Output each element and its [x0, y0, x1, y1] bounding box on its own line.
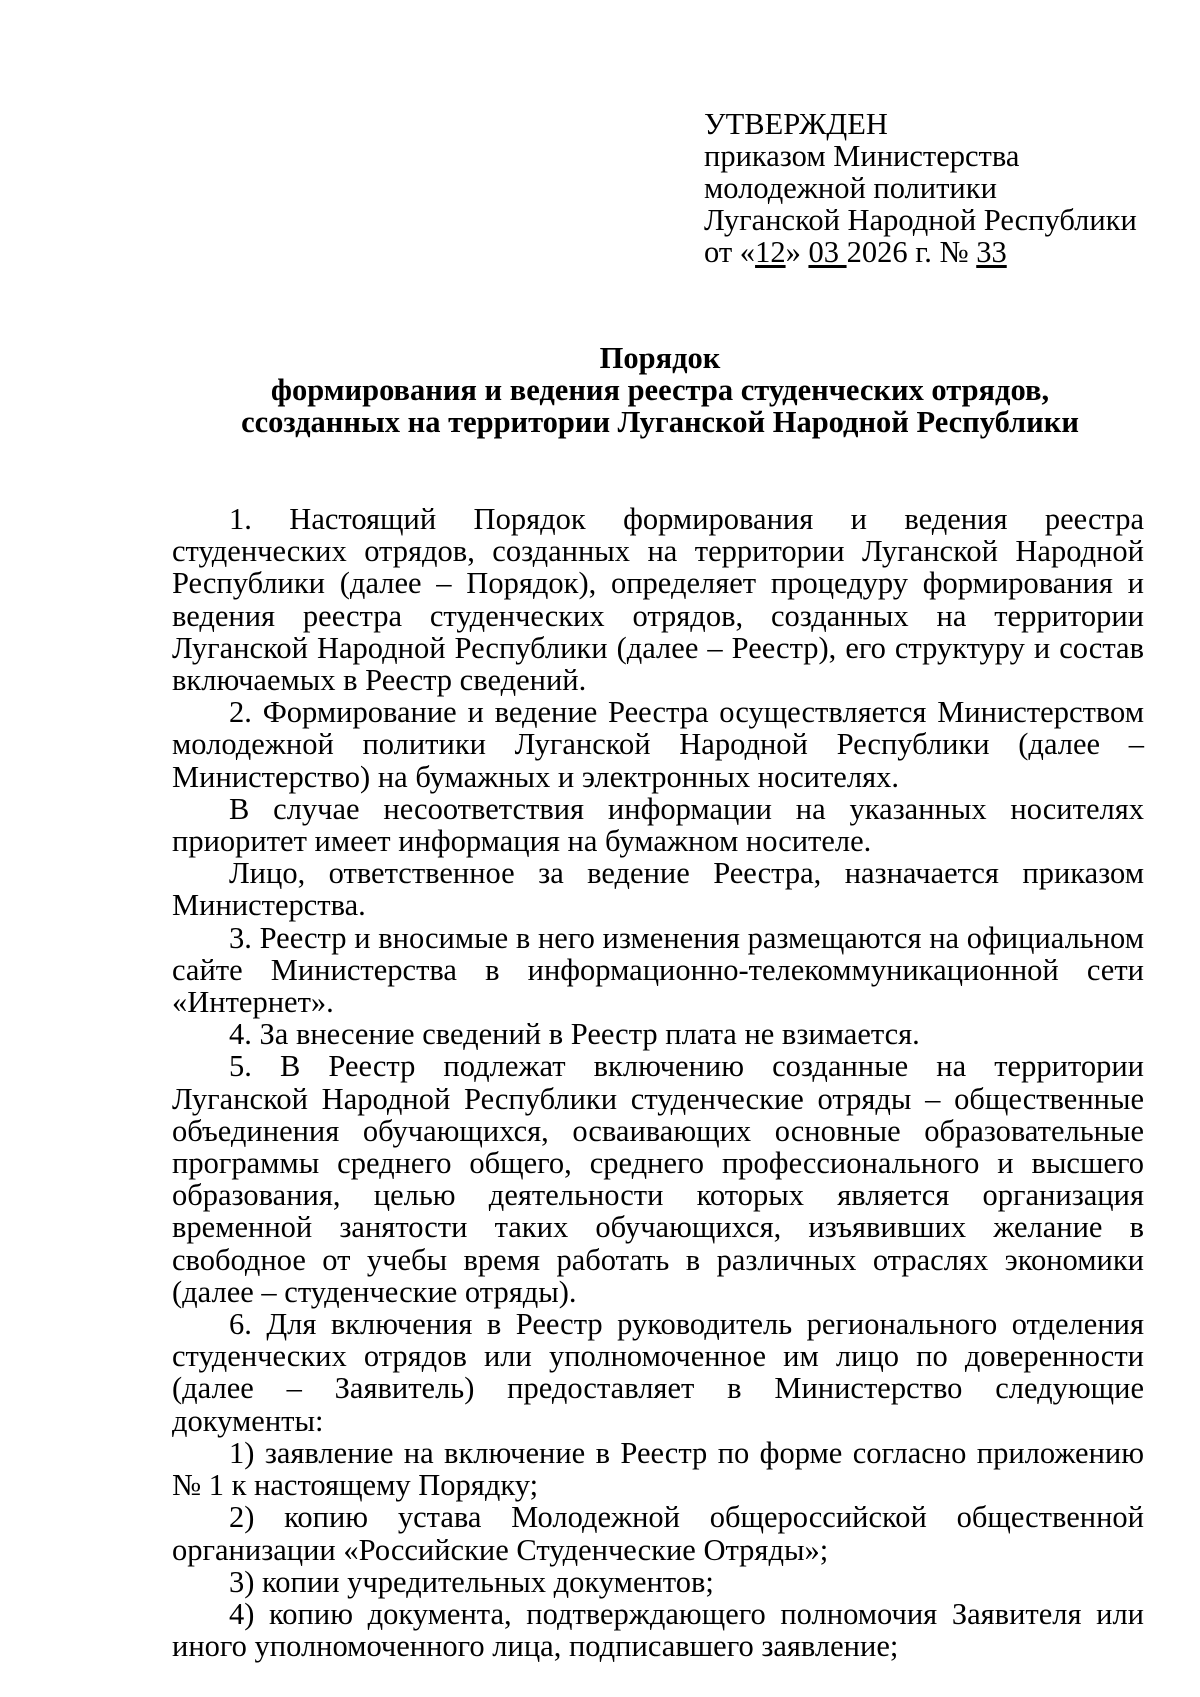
list-item: 3) копии учредительных документов;: [229, 1564, 714, 1599]
approval-date-line: [704, 236, 1174, 268]
paragraph: 3. Реестр и вносимые в него изменения размещаются на официальном сайте Министерства в информационно-телекоммуникационной сети «Интернет».: [172, 920, 1144, 1020]
date-year: 2026 г. №: [846, 235, 977, 269]
date-month: 03: [808, 235, 847, 269]
list-item: 4) копию документа, подтверждающего полномочия Заявителя или иного уполномоченного лица, подписавшего заявление;: [172, 1596, 1144, 1664]
approval-stamp: [704, 108, 1174, 268]
approval-republic-line: Луганской Народной Республики: [704, 203, 1137, 237]
date-day: 12: [755, 235, 786, 269]
paragraph: 1. Настоящий Порядок формирования и ведения реестра студенческих отрядов, созданных на территории Луганской Народной Республики (далее – Порядок), определяет процедуру формирования и ведения реестра студенческих отрядов, созданных на территории Луганской Народной Республики (далее – Реестр), его структуру и состав включаемых в Реестр сведений.: [172, 502, 1144, 698]
list-item: 2) копию устава Молодежной общероссийской общественной организации «Российские Студенческие Отряды»;: [172, 1500, 1144, 1567]
approval-heading: УТВЕРЖДЕН: [704, 107, 888, 141]
paragraph: Лицо, ответственное за ведение Реестра, назначается приказом Министерства.: [172, 856, 1144, 923]
list-item: 1) заявление на включение в Реестр по форме согласно приложению № 1 к настоящему Порядку;: [172, 1435, 1144, 1503]
date-separator: »: [785, 235, 809, 269]
order-number: 33: [976, 235, 1007, 269]
title-line-3: ссозданных на территории Луганской Народной Республики: [241, 405, 1079, 439]
document-body: [172, 503, 1144, 1662]
paragraph: 4. За внесение сведений в Реестр плата не взимается.: [229, 1017, 920, 1052]
title-line-2: формирования и ведения реестра студенческих отрядов,: [270, 373, 1050, 407]
paragraph: 5. В Реестр подлежат включению созданные на территории Луганской Народной Республики студенческие отряды – общественные объединения обучающихся, осваивающих основные образовательные программы среднего общего, среднего профессионального и высшего образования, целью деятельности которых является организация временной занятости таких обучающихся, изъявивших желание в свободное от учебы время работать в различных отраслях экономики (далее – студенческие отряды).: [172, 1049, 1144, 1309]
paragraph: 6. Для включения в Реестр руководитель регионального отделения студенческих отрядов или уполномоченное им лицо по доверенности (далее – Заявитель) предоставляет в Министерство следующие документы:: [172, 1307, 1144, 1438]
document-title: [160, 342, 1160, 438]
date-prefix: от «: [704, 235, 756, 269]
approval-order-line: приказом Министерства: [704, 139, 1020, 173]
title-line-1: Порядок: [599, 341, 721, 375]
paragraph: 2. Формирование и ведение Реестра осуществляется Министерством молодежной политики Луганской Народной Республики (далее – Министерство) на бумажных и электронных носителях.: [172, 695, 1144, 794]
approval-ministry-line: молодежной политики: [704, 171, 997, 205]
paragraph: В случае несоответствия информации на указанных носителях приоритет имеет информация на бумажном носителе.: [172, 791, 1144, 859]
